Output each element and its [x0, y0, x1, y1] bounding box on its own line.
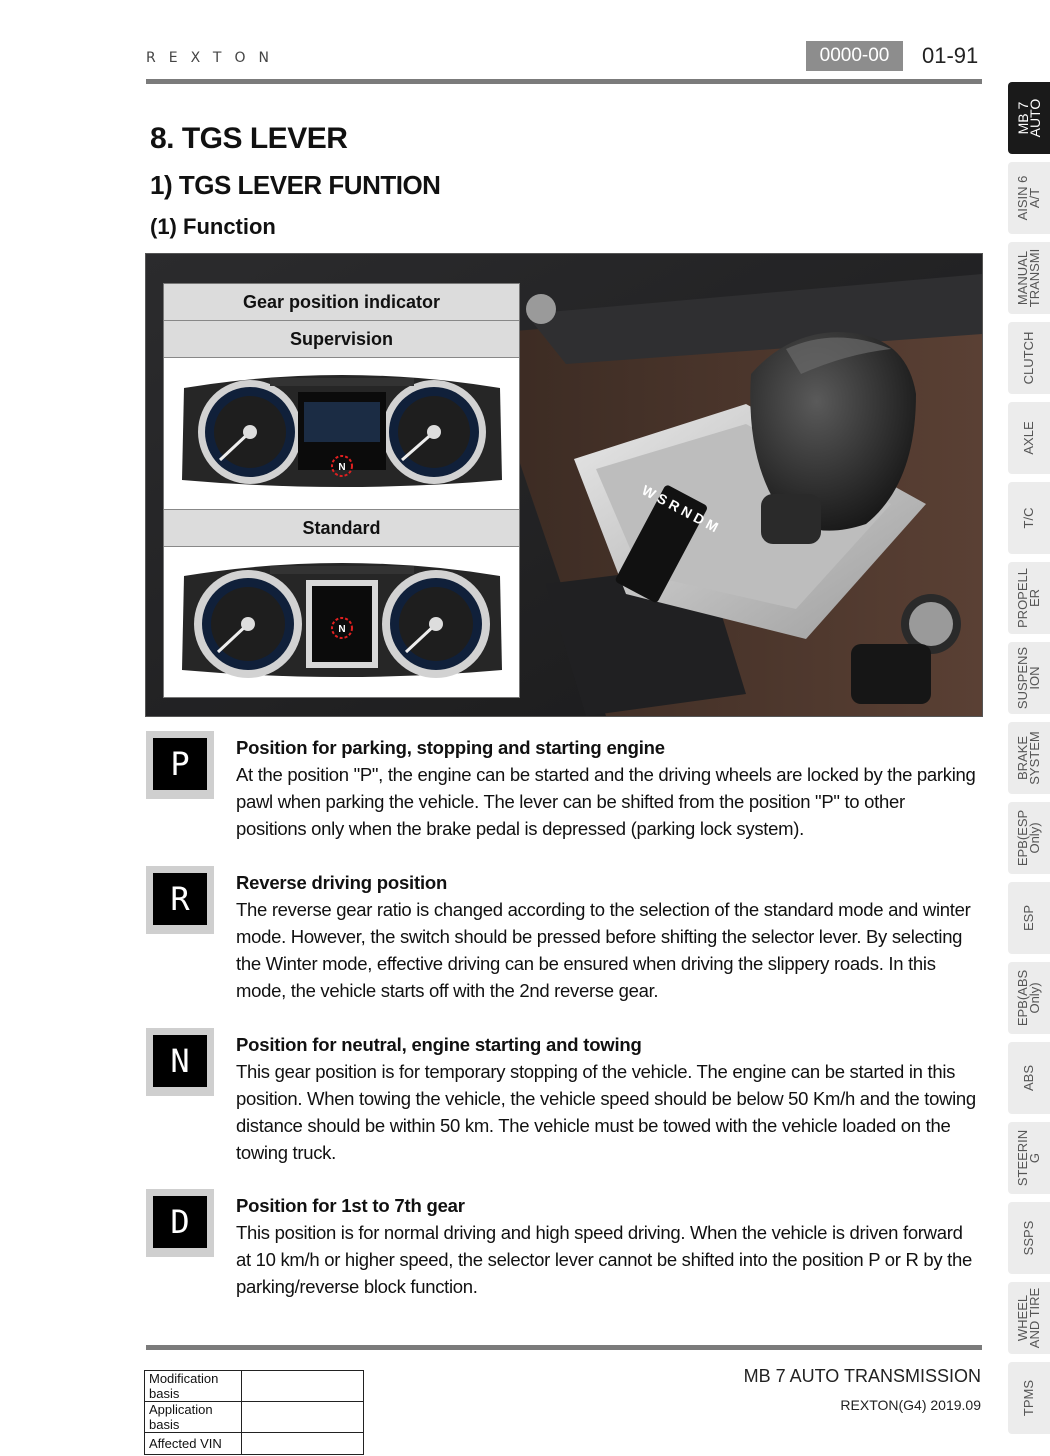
chapter-tab[interactable]	[1008, 322, 1050, 394]
chapter-tab[interactable]	[1008, 1362, 1050, 1434]
lever-gate-labels: W S R N D M	[639, 481, 721, 536]
chapter-tab[interactable]	[1008, 1282, 1050, 1354]
table-cell: Application basis	[145, 1402, 242, 1433]
chapter-tab[interactable]	[1008, 1202, 1050, 1274]
chapter-tab-label: BRAKE SYSTEM	[1015, 731, 1042, 785]
chapter-tab-label: AXLE	[1021, 421, 1036, 455]
body-line: positions only when the brake pedal is depressed (parking lock system).	[236, 818, 804, 839]
table-cell	[242, 1371, 364, 1402]
body-line: parking/reverse block function.	[236, 1276, 478, 1297]
chapter-tab[interactable]	[1008, 802, 1050, 874]
section-r-title: Reverse driving position	[236, 872, 448, 893]
chapter-tab-label: STEERIN G	[1015, 1129, 1042, 1187]
page-title: 8. TGS LEVER	[150, 122, 348, 155]
gear-n-icon: N	[146, 1028, 214, 1096]
chapter-tab[interactable]	[1008, 162, 1050, 234]
body-line: distance should be within 50 km. The vehicle must be towed with the vehicle loaded on the	[236, 1115, 951, 1136]
chapter-tab-label: SSPS	[1021, 1220, 1036, 1256]
svg-text:N: N	[338, 624, 346, 635]
table-cell	[242, 1433, 364, 1455]
chapter-tab[interactable]	[1008, 82, 1050, 154]
body-line: mode. However, the switch should be pressed before shifting the selector lever. By selecting	[236, 926, 963, 947]
section-n-body	[236, 1058, 982, 1166]
subsection-title: (1) Function	[150, 214, 276, 239]
chapter-tab[interactable]	[1008, 1122, 1050, 1194]
chapter-tab[interactable]	[1008, 562, 1050, 634]
standard-cluster-image	[180, 556, 504, 686]
section-title: 1) TGS LEVER FUNTION	[150, 170, 441, 200]
section-p-body	[236, 761, 982, 842]
chapter-tab-label: EPB(ABS Only)	[1015, 969, 1042, 1027]
chapter-tab-label: MB 7 AUTO	[1015, 98, 1043, 138]
footer-chapter-title: MB 7 AUTO TRANSMISSION	[743, 1366, 981, 1386]
chapter-tab-label: ESP	[1021, 904, 1036, 932]
body-line: This position is for normal driving and high speed driving. When the vehicle is driven forward	[236, 1222, 963, 1243]
body-line: the Winter mode, effective driving can be ensured when driving the slippery roads. In this	[236, 953, 936, 974]
table-row	[145, 1433, 364, 1455]
chapter-tab[interactable]	[1008, 962, 1050, 1034]
body-line: position. When towing the vehicle, the vehicle speed should be below 50 Km/h and the towing	[236, 1088, 976, 1109]
chapter-tab-label: PROPELL ER	[1015, 568, 1042, 628]
chapter-tab-label: T/C	[1021, 507, 1036, 529]
revision-table	[144, 1370, 364, 1455]
gear-p-icon: P	[146, 731, 214, 799]
chapter-tab-label: ABS	[1021, 1064, 1036, 1092]
body-line: at 10 km/h or higher speed, the selector lever cannot be shifted into the position P or R by the	[236, 1249, 972, 1270]
table-cell: Modification basis	[145, 1371, 242, 1402]
gear-d-icon: D	[146, 1189, 214, 1257]
chapter-tab-label: MANUAL TRANSMI	[1015, 248, 1042, 308]
standard-caption: Standard	[164, 509, 519, 547]
chapter-tab[interactable]	[1008, 882, 1050, 954]
table-cell	[242, 1402, 364, 1433]
body-line: At the position "P", the engine can be started and the driving wheels are locked by the parking	[236, 764, 976, 785]
brand-logo: REXTON	[146, 50, 282, 66]
body-line: mode, the vehicle starts off with the 2nd reverse gear.	[236, 980, 659, 1001]
gear-indicator-panel	[163, 283, 520, 698]
body-line: pawl when parking the vehicle. The lever can be shifted from the position "P" to other	[236, 791, 905, 812]
chapter-tab[interactable]	[1008, 1042, 1050, 1114]
footer-model: REXTON(G4) 2019.09	[840, 1397, 981, 1413]
supervision-caption: Supervision	[164, 321, 519, 358]
chapter-tab-label: SUSPENS ION	[1015, 646, 1042, 710]
chapter-tab[interactable]	[1008, 642, 1050, 714]
chapter-tab[interactable]	[1008, 402, 1050, 474]
body-line: The reverse gear ratio is changed according to the selection of the standard mode and winter	[236, 899, 971, 920]
body-line: This gear position is for temporary stopping of the vehicle. The engine can be started in this	[236, 1061, 956, 1082]
section-p-title: Position for parking, stopping and starting engine	[236, 737, 665, 758]
section-d-title: Position for 1st to 7th gear	[236, 1195, 465, 1216]
section-n-title: Position for neutral, engine starting and towing	[236, 1034, 642, 1055]
gear-r-icon: R	[146, 866, 214, 934]
chapter-tab-label: EPB(ESP Only)	[1015, 809, 1042, 867]
chapter-tab[interactable]	[1008, 722, 1050, 794]
table-cell: Affected VIN	[145, 1433, 242, 1455]
supervision-cluster-image	[180, 368, 504, 496]
section-d-body	[236, 1219, 982, 1300]
chapter-tab[interactable]	[1008, 482, 1050, 554]
document-code-badge: 0000-00	[806, 41, 903, 71]
chapter-tab-label: CLUTCH	[1021, 331, 1036, 385]
header-rule	[146, 79, 982, 84]
footer-rule	[146, 1345, 982, 1350]
chapter-tab[interactable]	[1008, 242, 1050, 314]
body-line: towing truck.	[236, 1142, 336, 1163]
section-r-body	[236, 896, 982, 1004]
table-row	[145, 1402, 364, 1433]
chapter-tab-label: TPMS	[1021, 1379, 1036, 1417]
chapter-tab-label: WHEEL AND TIRE	[1015, 1287, 1042, 1349]
page-number: 01-91	[922, 43, 979, 68]
chapter-tab-label: AISIN 6 A/T	[1015, 175, 1042, 221]
panel-caption: Gear position indicator	[164, 284, 519, 321]
svg-text:N: N	[338, 462, 346, 473]
table-row	[145, 1371, 364, 1402]
